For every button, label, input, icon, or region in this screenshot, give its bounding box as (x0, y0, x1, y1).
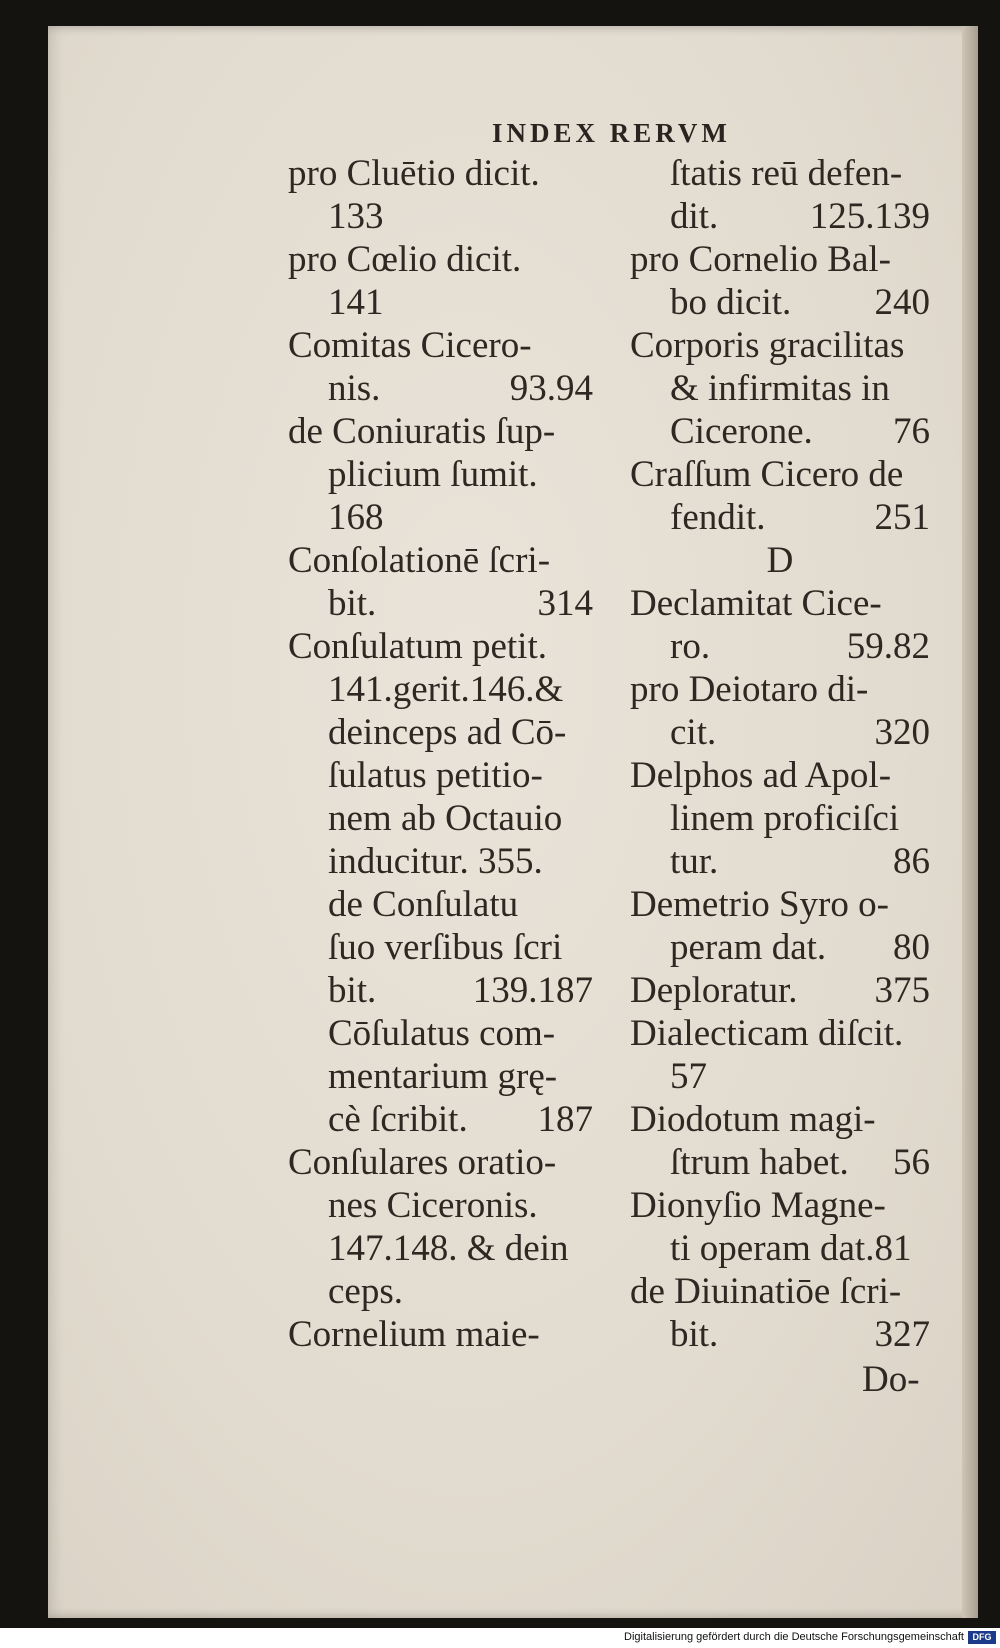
index-line (288, 195, 593, 238)
index-entry-text: Demetrio Syro o- (630, 884, 889, 925)
index-entry-text: pro Cœlio dicit. (288, 239, 522, 280)
index-entry-text: Cōſulatus com- (328, 1013, 556, 1054)
index-entry-text: 168 (328, 497, 384, 538)
page-reference: 327 (874, 1314, 930, 1355)
index-entry-text: tur. (670, 841, 719, 882)
index-entry-text: ſuo verſibus ſcri (328, 927, 563, 968)
index-entry-text: Dialecticam diſcit. (630, 1013, 904, 1054)
index-line (288, 496, 593, 539)
index-entry-text: ro. (670, 626, 711, 667)
index-entry-text: 133 (328, 196, 384, 237)
page-reference: 375 (874, 970, 930, 1011)
index-entry-text: Corporis gracilitas (630, 325, 905, 366)
index-line (288, 410, 593, 453)
index-line (288, 840, 593, 883)
page-edge (962, 26, 978, 1618)
index-line (630, 453, 930, 496)
index-line (288, 453, 593, 496)
index-line (288, 1055, 593, 1098)
index-entry-text: D (766, 540, 794, 581)
index-entry-text: linem proficiſci (670, 798, 900, 839)
index-line (288, 1227, 593, 1270)
index-entry-text: pro Deiotaro di- (630, 669, 869, 710)
index-line (630, 668, 930, 711)
index-line (630, 711, 930, 754)
index-entry-text: & infirmitas in (670, 368, 890, 409)
digitization-footer (0, 1628, 1000, 1648)
index-line (288, 711, 593, 754)
index-entry-text: bit. (328, 970, 377, 1011)
index-line (630, 539, 930, 582)
index-line (630, 1184, 930, 1227)
index-line (630, 1313, 930, 1356)
index-line (288, 1270, 593, 1313)
index-entry-text: ſtrum habet. (670, 1142, 849, 1183)
index-entry-text: ceps. (328, 1271, 403, 1312)
index-entry-text: 141 (328, 282, 384, 323)
index-entry-text: mentarium grę- (328, 1056, 558, 1097)
index-line (630, 625, 930, 668)
index-entry-text: nis. (328, 368, 381, 409)
index-line (630, 840, 930, 883)
index-entry-text: bo dicit. (670, 282, 792, 323)
index-entry-text: nes Ciceronis. (328, 1185, 538, 1226)
index-line (630, 410, 930, 453)
index-line (630, 324, 930, 367)
funding-notice: Digitalisierung gefördert durch die Deutsche Forschungsgemeinschaft (624, 1631, 964, 1643)
index-entry-text: Conſulatum petit. (288, 626, 547, 667)
page-reference: 314 (537, 583, 593, 624)
index-line (288, 539, 593, 582)
page-reference: 56 (893, 1142, 930, 1183)
index-line (288, 367, 593, 410)
index-line (630, 1227, 930, 1270)
index-entry-text: Craſſum Cicero de (630, 454, 904, 495)
index-entry-text: fendit. (670, 497, 766, 538)
dfg-logo: DFG (968, 1631, 996, 1644)
page-reference: 125.139 (809, 196, 930, 237)
index-line (630, 969, 930, 1012)
index-line (288, 969, 593, 1012)
page-reference: 76 (893, 411, 930, 452)
index-line (288, 238, 593, 281)
index-entry-text: Conſolationē ſcri- (288, 540, 551, 581)
page-reference: 139.187 (472, 970, 593, 1011)
index-entry-text: cit. (670, 712, 717, 753)
index-column-left (288, 152, 593, 1356)
index-entry-text: ſtatis reū defen- (670, 153, 903, 194)
index-line (630, 1098, 930, 1141)
index-line (630, 797, 930, 840)
index-entry-text: bit. (670, 1314, 719, 1355)
index-column-right (630, 152, 930, 1356)
index-line (288, 324, 593, 367)
index-entry-text: Deploratur. (630, 970, 798, 1011)
index-line (288, 281, 593, 324)
index-entry-text: plicium ſumit. (328, 454, 538, 495)
index-entry-text: deinceps ad Cō- (328, 712, 567, 753)
index-entry-text: pro Cornelio Bal- (630, 239, 892, 280)
index-line (288, 1141, 593, 1184)
index-entry-text: Conſulares oratio- (288, 1142, 557, 1183)
index-line (288, 152, 593, 195)
index-entry-text: 57 (670, 1056, 707, 1097)
index-line (630, 1141, 930, 1184)
index-entry-text: ti operam dat.81 (670, 1228, 912, 1269)
index-line (630, 1012, 930, 1055)
index-line (630, 582, 930, 625)
index-line (630, 883, 930, 926)
index-entry-text: peram dat. (670, 927, 827, 968)
index-entry-text: Delphos ad Apol- (630, 755, 892, 796)
index-line (630, 195, 930, 238)
index-entry-text: Diodotum magi- (630, 1099, 876, 1140)
page-reference: 320 (874, 712, 930, 753)
index-line (630, 367, 930, 410)
index-entry-text: de Conſulatu (328, 884, 519, 925)
page-reference: 251 (874, 497, 930, 538)
index-line (288, 754, 593, 797)
index-entry-text: nem ab Octauio (328, 798, 563, 839)
index-entry-text: Comitas Cicero- (288, 325, 532, 366)
index-line (630, 496, 930, 539)
index-line (630, 152, 930, 195)
index-line (288, 926, 593, 969)
index-entry-text: ſulatus petitio- (328, 755, 543, 796)
index-line (288, 1184, 593, 1227)
index-entry-text: bit. (328, 583, 377, 624)
index-line (288, 1012, 593, 1055)
index-line (630, 281, 930, 324)
index-entry-text: Declamitat Cice- (630, 583, 882, 624)
index-line (630, 1055, 930, 1098)
page-reference: 59.82 (846, 626, 930, 667)
index-entry-text: Cicerone. (670, 411, 813, 452)
index-line (288, 883, 593, 926)
index-line (630, 754, 930, 797)
index-entry-text: de Coniuratis ſup- (288, 411, 556, 452)
index-line (288, 582, 593, 625)
index-line (630, 926, 930, 969)
index-entry-text: de Diuinatiōe ſcri- (630, 1271, 902, 1312)
page-reference: 240 (874, 282, 930, 323)
page-reference: 80 (893, 927, 930, 968)
index-line (630, 1270, 930, 1313)
index-entry-text: 147.148. & dein (328, 1228, 569, 1269)
page-reference: 93.94 (509, 368, 593, 409)
running-title: INDEX RERVM (492, 118, 731, 148)
index-line (288, 1098, 593, 1141)
index-entry-text: Dionyſio Magne- (630, 1185, 886, 1226)
catchword: Do- (862, 1359, 920, 1400)
index-entry-text: dit. (670, 196, 719, 237)
index-line (288, 797, 593, 840)
index-entry-text: pro Cluētio dicit. (288, 153, 540, 194)
page-reference: 86 (893, 841, 930, 882)
index-line (288, 668, 593, 711)
index-line (630, 238, 930, 281)
index-entry-text: cè ſcribit. (328, 1099, 468, 1140)
index-entry-text: 141.gerit.146.& (328, 669, 564, 710)
index-entry-text: inducitur. 355. (328, 841, 543, 882)
index-line (288, 625, 593, 668)
index-entry-text: Cornelium maie- (288, 1314, 540, 1355)
index-line (288, 1313, 593, 1356)
page-reference: 187 (537, 1099, 593, 1140)
